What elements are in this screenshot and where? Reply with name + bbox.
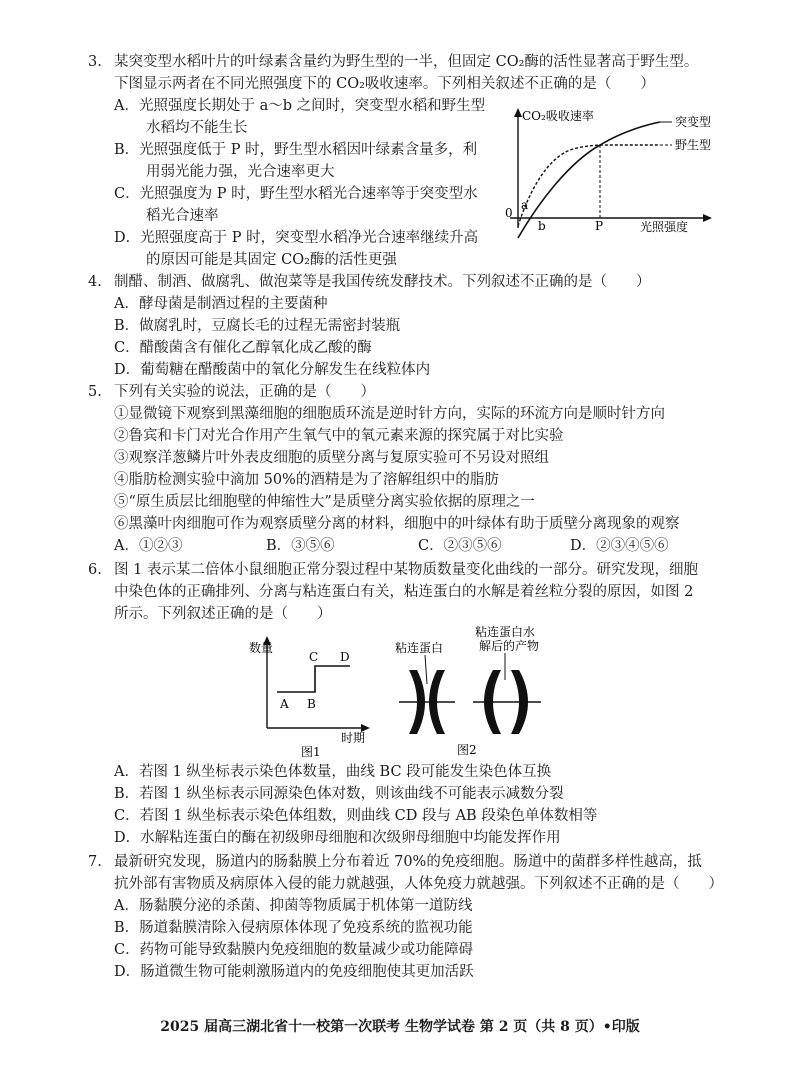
q3-x-arrow [703,214,712,222]
q3-x-label: 光照强度 [640,220,689,234]
q3-y-label: CO₂吸收速率 [522,109,594,123]
q3-number: 3. [88,54,102,70]
q3-stem-line-1: 某突变型水稻叶片的叶绿素含量约为野生型的一半，但固定 CO₂酶的活性显著高于野生型。 [114,54,699,70]
q5-number: 5. [88,384,102,400]
fig1-label-d: D [340,650,350,664]
q7-number: 7. [88,854,102,870]
q3-option-a: A．光照强度长期处于 a～b 之间时，突变型水稻和野生型 [114,98,486,114]
q6-stem-line-2: 中染色体的正确排列、分离与粘连蛋白有关，粘连蛋白的水解是着丝粒分裂的原因，如图 2 [114,584,694,600]
q3-option-c-cont: 稻光合速率 [146,208,219,224]
q3-y-arrow [514,108,522,117]
q3-option-c: C．光照强度为 P 时，野生型水稻光合速率等于突变型水 [114,186,478,202]
q5-option-c: C．②③⑤⑥ [418,538,502,554]
fig2-label-product-1: 粘连蛋白水 [475,625,536,639]
q6-stem-line-1: 图 1 表示某二倍体小鼠细胞正常分裂过程中某物质数量变化曲线的一部分。研究发现，细胞 [114,562,698,578]
q3-wildtype-curve [518,145,660,226]
q5-option-d: D．②③④⑤⑥ [570,538,669,554]
fig1-curve [277,666,350,692]
q5-option-a: A．①②③ [114,538,183,554]
q3-series-mutant: 突变型 [675,115,712,129]
q7-stem-line-2: 抗外部有害物质及病原体入侵的能力就越强，人体免疫力就越强。下列叙述不正确的是（ ） [114,876,723,892]
q6-figure-2 [395,622,555,762]
q5-item-5: ⑤“原生质层比细胞壁的伸缩性大”是质壁分离实验依据的原理之一 [114,494,535,510]
q7-option-c: C．药物可能导致黏膜内免疫细胞的数量减少或功能障碍 [114,942,474,958]
q6-option-b: B．若图 1 纵坐标表示同源染色体对数，则该曲线不可能表示减数分裂 [114,786,564,802]
q5-stem: 下列有关实验的说法，正确的是（ ） [114,384,375,400]
page-footer: 2025 届高三湖北省十一校第一次联考 生物学试卷 第 2 页（共 8 页）•印版 [160,1019,640,1035]
q3-option-d: D．光照强度高于 P 时，突变型水稻净光合速率继续升高 [114,230,479,246]
q4-option-a: A．酵母菌是制酒过程的主要菌种 [114,296,328,312]
q5-item-2: ②鲁宾和卡门对光合作用产生氧气中的氧元素来源的探究属于对比实验 [114,428,564,444]
q7-option-b: B．肠道黏膜清除入侵病原体体现了免疫系统的监视功能 [114,920,473,936]
q5-item-3: ③观察洋葱鳞片叶外表皮细胞的质壁分离与复原实验可不另设对照组 [114,450,549,466]
q6-option-c: C．若图 1 纵坐标表示染色体组数，则曲线 CD 段与 AB 段染色单体数相等 [114,808,598,824]
q3-co2-graph [500,100,720,250]
q6-option-d: D．水解粘连蛋白的酶在初级卵母细胞和次级卵母细胞中均能发挥作用 [114,830,561,846]
q3-option-b-cont: 用弱光能力强，光合速率更大 [146,164,335,180]
q7-stem-line-1: 最新研究发现，肠道内的肠黏膜上分布着近 70%的免疫细胞。肠道中的菌群多样性越高，抵 [114,854,702,870]
q4-option-b: B．做腐乳时，豆腐长毛的过程无需密封装瓶 [114,318,401,334]
fig2-label-product-2: 解后的产物 [479,639,540,653]
q6-stem-line-3: 所示。下列叙述正确的是（ ） [114,606,332,622]
q7-option-a: A．肠黏膜分泌的杀菌、抑菌等物质属于机体第一道防线 [114,898,473,914]
fig1-caption: 图1 [301,745,321,759]
q3-option-a-cont: 水稻均不能生长 [146,120,248,136]
q3-origin-label: 0 [505,206,513,220]
q3-option-d-cont: 的原因可能是其固定 CO₂酶的活性更强 [146,252,397,268]
fig1-y-label: 数量 [249,641,274,655]
q4-number: 4. [88,274,102,290]
fig1-label-a: A [280,697,289,711]
q4-option-d: D．葡萄糖在醋酸菌中的氧化分解发生在线粒体内 [114,362,431,378]
fig2-label-cohesin: 粘连蛋白 [395,641,444,655]
q3-option-b: B．光照强度低于 P 时，野生型水稻因叶绿素含量多，利 [114,142,478,158]
q6-figure-1 [245,630,375,760]
q5-item-4: ④脂肪检测实验中滴加 50%的酒精是为了溶解组织中的脂肪 [114,472,499,488]
q3-mark-b: b [538,219,546,233]
q5-item-1: ①显微镜下观察到黑藻细胞的细胞质环流是逆时针方向，实际的环流方向是顺时针方向 [114,406,665,422]
q7-option-d: D．肠道微生物可能刺激肠道内的免疫细胞使其更加活跃 [114,964,474,980]
q3-stem-line-2: 下图显示两者在不同光照强度下的 CO₂吸收速率。下列相关叙述不正确的是（ ） [114,76,655,92]
q3-series-wildtype: 野生型 [675,138,712,152]
fig1-label-c: C [309,650,319,664]
fig1-label-b: B [307,697,316,711]
q4-stem: 制醋、制酒、做腐乳、做泡菜等是我国传统发酵技术。下列叙述不正确的是（ ） [114,274,651,290]
q5-option-b: B．③⑤⑥ [266,538,335,554]
fig2-pointer-1 [425,655,427,684]
q3-mark-a: a [521,198,529,212]
q6-number: 6. [88,562,102,578]
q6-option-a: A．若图 1 纵坐标表示染色体数量，曲线 BC 段可能发生染色体互换 [114,764,552,780]
q3-mark-p: P [595,219,604,233]
fig1-x-label: 时期 [341,731,366,745]
q4-option-c: C．醋酸菌含有催化乙醇氧化成乙酸的酶 [114,340,372,356]
q5-item-6: ⑥黑藻叶肉细胞可作为观察质壁分离的材料，细胞中的叶绿体有助于质壁分离现象的观察 [114,516,680,532]
fig2-caption: 图2 [457,743,477,757]
